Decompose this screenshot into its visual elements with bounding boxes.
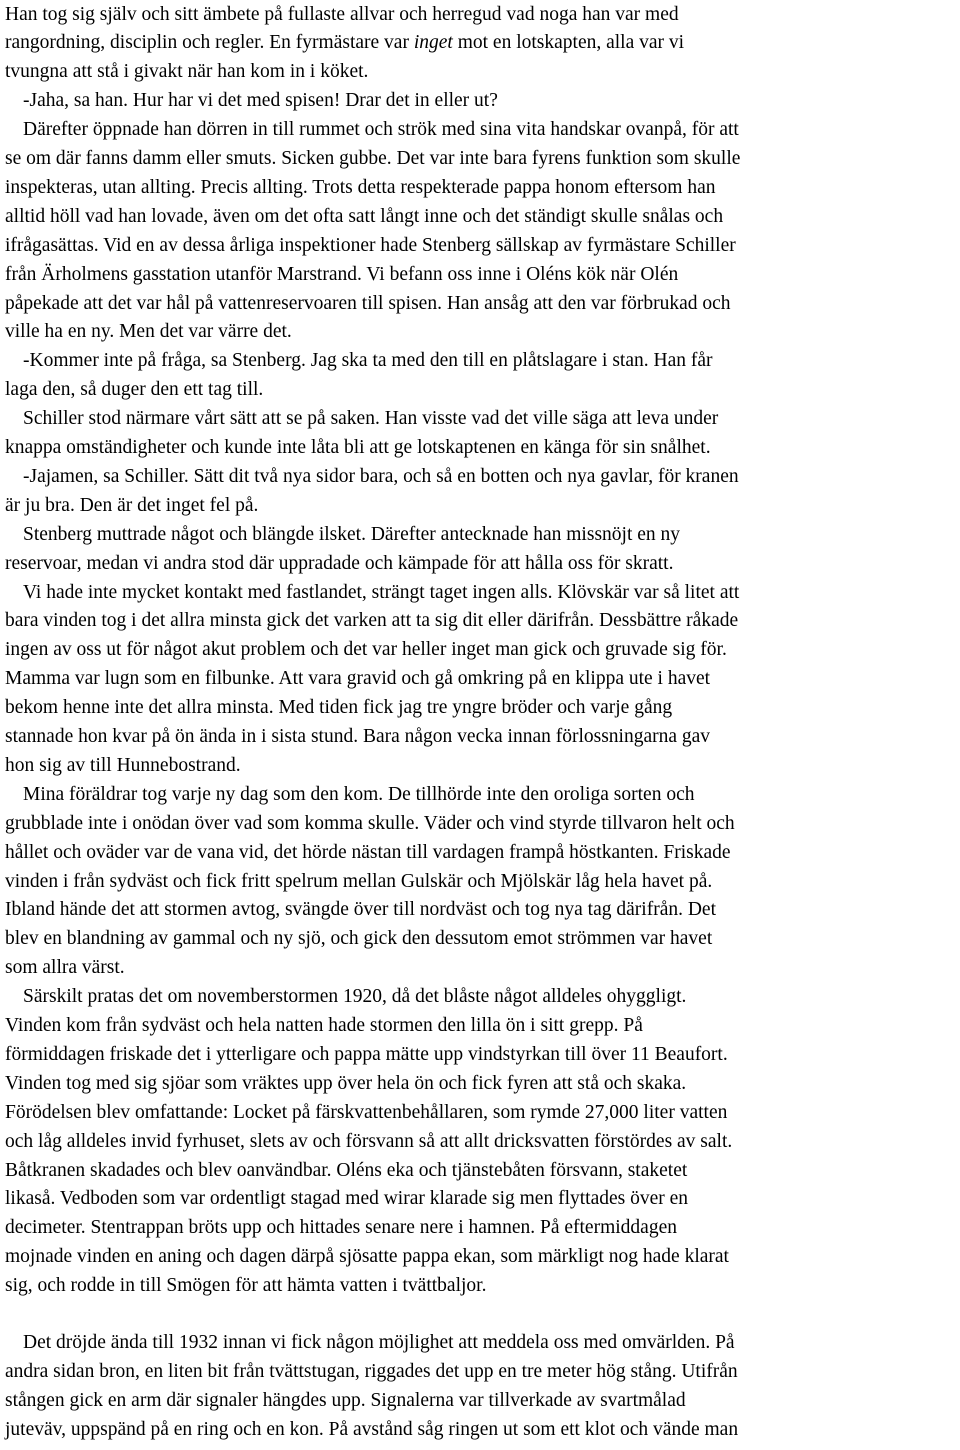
line-text: Särskilt pratas det om novemberstormen 1920, då det blåste något alldeles ohyggligt. xyxy=(23,986,687,1008)
line-text: är ju bra. Den är det inget fel på. xyxy=(5,494,259,516)
line-text: Schiller stod närmare vårt sätt att se på saken. Han visste vad det ville säga att leva under xyxy=(23,408,719,430)
text-line xyxy=(5,492,258,521)
line-text-continued: mot en lotskapten, alla var vi xyxy=(452,32,685,54)
line-text: ville ha en ny. Men det var värre det. xyxy=(5,321,292,343)
text-line xyxy=(5,1070,686,1099)
text-line xyxy=(5,318,292,347)
line-text: Han tog sig själv och sitt ämbete på fullaste allvar och herregud vad noga han var med xyxy=(5,3,679,25)
text-line xyxy=(5,954,125,983)
text-line xyxy=(5,579,739,608)
text-line xyxy=(5,116,739,145)
emphasized-word: inget xyxy=(413,32,453,54)
text-line xyxy=(5,1214,677,1243)
text-line xyxy=(5,405,718,434)
line-text: grubblade inte i onödan över vad som komma skulle. Väder och vind styrde tillvaron helt och xyxy=(5,812,735,834)
line-text: andra sidan bron, en liten bit från tvättstugan, riggades det upp en tre meter hög stång. Utifrån xyxy=(5,1360,738,1382)
text-line xyxy=(5,839,731,868)
text-line xyxy=(5,1387,686,1416)
line-text: bara vinden tog i det allra minsta gick det varken att ta sig dit eller därifrån. Dessbättre råkade xyxy=(5,610,739,632)
line-text: ingen av oss ut för något akut problem och det var heller inget man gick och gruvade sig för. xyxy=(5,639,727,661)
text-line xyxy=(5,868,712,897)
text-line xyxy=(5,1041,728,1070)
line-text: blev en blandning av gammal och ny sjö, och gick den dessutom emot strömmen var havet xyxy=(5,928,713,950)
line-text: som allra värst. xyxy=(5,957,125,979)
text-line xyxy=(5,723,710,752)
line-text: alltid höll vad han lovade, även om det ofta satt långt inne och det ständigt skulle snålas och xyxy=(5,205,724,227)
text-line xyxy=(5,550,673,579)
line-text: -Jajamen, sa Schiller. Sätt dit två nya sidor bara, och så en botten och nya gavlar, för kranen xyxy=(23,465,739,487)
line-text: inspekteras, utan allting. Precis allting. Trots detta respekterade pappa honom eftersom han xyxy=(5,176,716,198)
text-line xyxy=(5,376,263,405)
line-text: mojnade vinden en aning och dagen därpå sjösatte pappa ekan, som märkligt nog hade klarat xyxy=(5,1246,729,1268)
line-text: Vinden tog med sig sjöar som vräktes upp över hela ön och fick fyren att stå och skaka. xyxy=(5,1072,687,1094)
line-text: Det dröjde ända till 1932 innan vi fick någon möjlighet att meddela oss med omvärlden. På xyxy=(23,1332,735,1353)
text-line xyxy=(5,1272,486,1301)
text-line xyxy=(5,1157,687,1186)
text-line xyxy=(5,1329,735,1358)
line-text: hållet och oväder var de vana vid, det hörde nästan till vardagen frampå höstkanten. Friskade xyxy=(5,841,731,863)
line-text: vinden i från sydväst och fick fritt spelrum mellan Gulskär och Mjölskär låg hela havet på. xyxy=(5,870,713,892)
line-text: se om där fanns damm eller smuts. Sicken gubbe. Det var inte bara fyrens funktion som skulle xyxy=(5,148,741,169)
text-line xyxy=(5,290,731,319)
line-text: Stenberg muttrade något och blängde ilsket. Därefter antecknade han missnöjt en ny xyxy=(23,523,681,545)
line-text: likaså. Vedboden som var ordentligt stagad med wirar klarade sig men flyttades över en xyxy=(5,1188,689,1210)
text-line xyxy=(5,1128,732,1157)
line-text: -Jaha, sa han. Hur har vi det med spisen! Drar det in eller ut? xyxy=(23,90,498,112)
text-line xyxy=(5,665,710,694)
line-text: Båtkranen skadades och blev oanvändbar. Oléns eka och tjänstebåten försvann, staketet xyxy=(5,1159,688,1181)
text-line xyxy=(5,145,740,174)
text-line xyxy=(5,925,712,954)
text-line xyxy=(5,347,713,376)
line-text: och låg alldeles invid fyrhuset, slets av och försvann så att allt dricksvatten förstördes av salt. xyxy=(5,1130,733,1152)
line-text: Ibland hände det att stormen avtog, svängde över till nordväst och tog nya tag därifrån. Det xyxy=(5,899,716,921)
line-text: knappa omständigheter och kunde inte låta bli att ge lotskaptenen en känga för sin snålhet. xyxy=(5,437,711,458)
text-line xyxy=(5,463,739,492)
text-line xyxy=(5,58,368,87)
line-text: juteväv, uppspänd på en ring och en kon. På avstånd såg ringen ut som ett klot och vände man xyxy=(5,1418,739,1440)
line-text: Mamma var lugn som en filbunke. Att vara gravid och gå omkring på en klippa ute i havet xyxy=(5,668,711,690)
line-text: Vi hade inte mycket kontakt med fastlandet, strängt taget ingen alls. Klövskär var så litet att xyxy=(23,581,740,603)
text-line xyxy=(5,1012,643,1041)
line-text: ifrågasättas. Vid en av dessa årliga inspektioner hade Stenberg sällskap av fyrmästare Schiller xyxy=(5,234,736,256)
text-line xyxy=(5,752,241,781)
text-line xyxy=(5,781,694,810)
text-line xyxy=(5,896,716,925)
line-text: Vinden kom från sydväst och hela natten hade stormen den lilla ön i sitt grepp. På xyxy=(5,1015,643,1036)
line-text: Mina föräldrar tog varje ny dag som den kom. De tillhörde inte den oroliga sorten och xyxy=(23,783,695,805)
text-line xyxy=(5,1243,729,1272)
line-text: -Kommer inte på fråga, sa Stenberg. Jag ska ta med den till en plåtslagare i stan. Han får xyxy=(23,350,713,372)
text-line xyxy=(5,203,723,232)
text-line xyxy=(5,810,735,839)
line-text: reservoar, medan vi andra stod där uppradade och kämpade för att hålla oss för skratt. xyxy=(5,552,674,574)
line-text: påpekade att det var hål på vattenreservoaren till spisen. Han ansåg att den var förbrukad och xyxy=(5,292,731,314)
text-line xyxy=(5,261,678,290)
text-line xyxy=(5,1358,738,1387)
line-text: stången gick en arm där signaler hängdes upp. Signalerna var tillverkade av svartmålad xyxy=(5,1389,686,1411)
line-text: stannade hon kvar på ön ända in i sista stund. Bara någon vecka innan förlossningarna gav xyxy=(5,726,711,747)
text-line xyxy=(5,1416,738,1445)
text-line xyxy=(5,434,711,463)
line-text: laga den, så duger den ett tag till. xyxy=(5,379,264,401)
text-line xyxy=(5,636,727,665)
line-text: Därefter öppnade han dörren in till rummet och strök med sina vita handskar ovanpå, för att xyxy=(23,119,739,141)
text-line xyxy=(5,607,738,636)
line-text: Förödelsen blev omfattande: Locket på färskvattenbehållaren, som rymde 27,000 liter vatten xyxy=(5,1101,728,1123)
text-line xyxy=(5,694,672,723)
text-line xyxy=(5,174,716,203)
line-text: decimeter. Stentrappan bröts upp och hittades senare nere i hamnen. På eftermiddagen xyxy=(5,1217,677,1239)
text-line xyxy=(5,1099,727,1128)
text-line xyxy=(5,232,736,261)
text-line xyxy=(5,521,680,550)
line-text: förmiddagen friskade det i ytterligare och pappa mätte upp vindstyrkan till över 11 Beaufort. xyxy=(5,1043,728,1065)
text-line xyxy=(5,87,498,116)
text-line xyxy=(5,983,686,1012)
line-text: bekom henne inte det allra minsta. Med tiden fick jag tre yngre bröder och varje gång xyxy=(5,697,673,719)
line-text: hon sig av till Hunnebostrand. xyxy=(5,754,241,776)
line-text: tvungna att stå i givakt när han kom in i köket. xyxy=(5,61,369,83)
line-text: sig, och rodde in till Smögen för att hämta vatten i tvättbaljor. xyxy=(5,1275,487,1297)
line-text: från Ärholmens gasstation utanför Marstrand. Vi befann oss inne i Oléns kök när Olén xyxy=(5,263,679,285)
text-line xyxy=(5,29,684,58)
text-line xyxy=(5,1,679,30)
line-text: rangordning, disciplin och regler. En fyrmästare var xyxy=(5,32,414,54)
text-line xyxy=(5,1185,688,1214)
